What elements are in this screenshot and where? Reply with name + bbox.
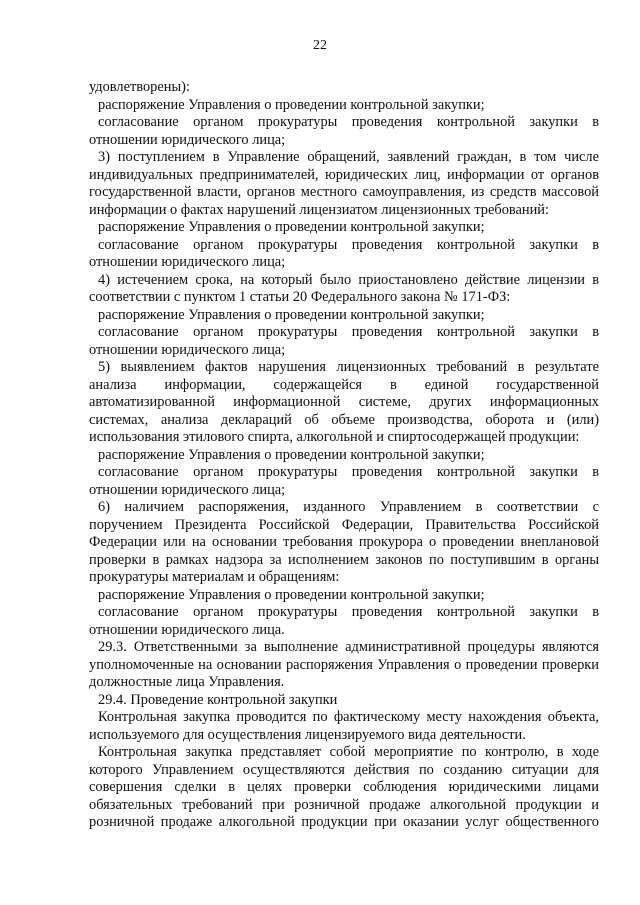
paragraph: 4) истечением срока, на который было приостановлено действие лицензии в соответствии с пунктом 1 статьи 20 Федерального закона № 171-ФЗ: (89, 271, 599, 305)
paragraph: 29.3. Ответственными за выполнение административной процедуры являются уполномоченные на основании распоряжения Управления о проведении проверки должностные лица Управления. (89, 639, 599, 690)
paragraph: Контрольная закупка представляет собой мероприятие по контролю, в ходе которого Управлением осуществляются действия по созданию ситуации для совершения сделки в целях проверки соблюдения юридическими лицами обязательных требований при розничной продаже алкогольной продукции и розничной продаже алкогольной продукции при оказании услуг общественного (89, 744, 599, 830)
paragraph: 29.4. Проведение контрольной закупки (98, 691, 338, 708)
paragraph: распоряжение Управления о проведении контрольной закупки; (98, 586, 485, 603)
page-number: 22 (313, 38, 327, 53)
paragraph: согласование органом прокуратуры проведения контрольной закупки в отношении юридического лица. (89, 604, 599, 638)
paragraph: удовлетворены): (89, 79, 190, 95)
paragraph: 3) поступлением в Управление обращений, заявлений граждан, в том числе индивидуальных предпринимателей, юридических лиц, информации от органов государственной власти, органов местного самоуправления, из средств массовой информации о фактах нарушений лицензиатом лицензионных требований: (89, 149, 599, 218)
paragraph: согласование органом прокуратуры проведения контрольной закупки в отношении юридического лица; (89, 324, 599, 358)
paragraph: распоряжение Управления о проведении контрольной закупки; (98, 96, 485, 113)
paragraph: 5) выявлением фактов нарушения лицензионных требований в результате анализа информации, содержащейся в единой государственной автоматизированной информационной системе, других информационных системах, анализа деклараций об объеме производства, оборота и (или) использования этилового спирта, алкогольной и спиртосодержащей продукции: (89, 359, 599, 445)
paragraph: распоряжение Управления о проведении контрольной закупки; (98, 306, 485, 323)
paragraph: согласование органом прокуратуры проведения контрольной закупки в отношении юридического лица; (89, 114, 599, 148)
paragraph: согласование органом прокуратуры проведения контрольной закупки в отношении юридического лица; (89, 236, 599, 270)
paragraph: 6) наличием распоряжения, изданного Управлением в соответствии с поручением Президента Российской Федерации, Правительства Российской Федерации или на основании требования прокурора о проведении внеплановой проверки в рамках надзора за исполнением законов по поступившим в органы прокуратуры материалам и обращениям: (89, 499, 599, 585)
paragraph: распоряжение Управления о проведении контрольной закупки; (98, 219, 485, 235)
paragraph: согласование органом прокуратуры проведения контрольной закупки в отношении юридического лица; (89, 464, 599, 498)
paragraph: распоряжение Управления о проведении контрольной закупки; (98, 446, 485, 463)
paragraph: Контрольная закупка проводится по фактическому месту нахождения объекта, используемого для осуществления лицензируемого вида деятельности. (89, 709, 599, 743)
document-body (89, 79, 599, 832)
